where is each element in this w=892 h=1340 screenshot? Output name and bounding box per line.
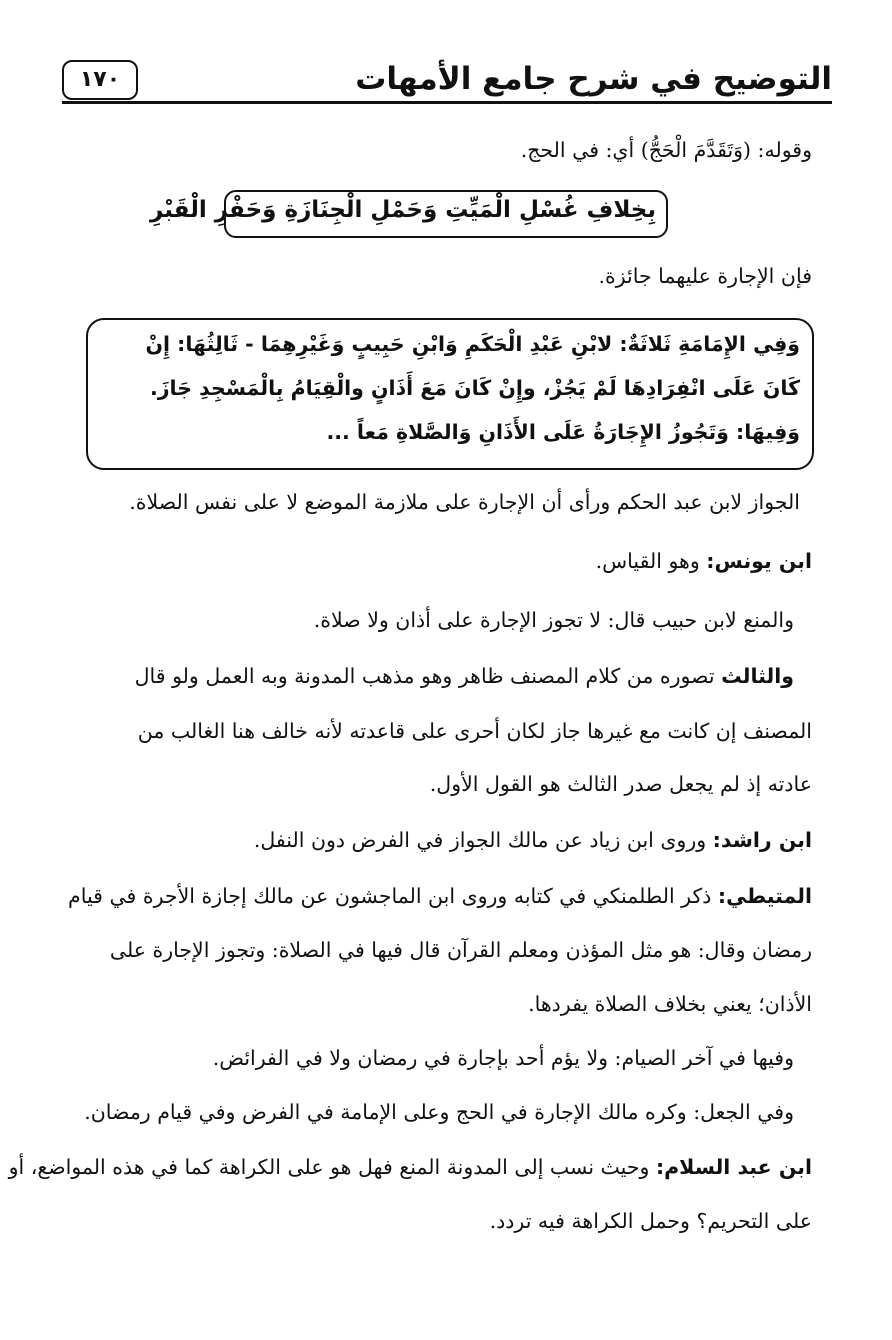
matn-line: كَانَ عَلَى انْفِرَادِهَا لَمْ يَجُزْ، وإِنْ كَانَ مَعَ أَذَانٍ والْقِيَامُ بِالْمَسْجِدِ جَازَ.	[149, 376, 800, 400]
paragraph-line: المصنف إن كانت مع غيرها جاز لكان أحرى على قاعدته لأنه خالف هنا الغالب من	[137, 719, 812, 743]
matn-line: وَفِي الإِمَامَةِ ثَلاثَةٌ: لابْنِ عَبْدِ الْحَكَمِ وَابْنِ حَبِيبٍ وَغَيْرِهِمَا - ثَالِثُهَا: إِنْ	[145, 332, 800, 356]
paragraph-line: المتيطي: ذكر الطلمنكي في كتابه وروى ابن الماجشون عن مالك إجازة الأجرة في قيام	[68, 884, 812, 908]
paragraph-line: الأذان؛ يعني بخلاف الصلاة يفردها.	[528, 992, 812, 1016]
paragraph-line: على التحريم؟ وحمل الكراهة فيه تردد.	[489, 1209, 812, 1233]
paragraph-line: ابن راشد: وروى ابن زياد عن مالك الجواز في الفرض دون النفل.	[253, 828, 812, 852]
intro-line: وقوله: (وَتَقَدَّمَ الْحَجُّ) أي: في الحج.	[520, 138, 812, 162]
paragraph-line: رمضان وقال: هو مثل المؤذن ومعلم القرآن قال فيها في الصلاة: وتجوز الإجارة على	[109, 938, 812, 962]
framed-matn	[86, 318, 814, 470]
paragraph-line: والثالث تصوره من كلام المصنف ظاهر وهو مذهب المدونة وبه العمل ولو قال	[134, 664, 794, 688]
speaker-label: ابن عبد السلام:	[655, 1155, 812, 1179]
speaker-label: ابن يونس:	[706, 549, 812, 573]
page-number: ١٧٠	[62, 60, 138, 100]
paragraph-line: والمنع لابن حبيب قال: لا تجوز الإجارة على أذان ولا صلاة.	[313, 608, 794, 632]
speaker-label: ابن راشد:	[712, 828, 812, 852]
header-rule	[62, 101, 832, 104]
paragraph-line: عادته إذ لم يجعل صدر الثالث هو القول الأول.	[429, 772, 812, 796]
speaker-label: المتيطي:	[717, 884, 812, 908]
paragraph-line: وفيها في آخر الصيام: ولا يؤم أحد بإجارة في رمضان ولا في الفرائض.	[212, 1046, 794, 1070]
paragraph-line: الجواز لابن عبد الحكم ورأى أن الإجارة على ملازمة الموضع لا على نفس الصلاة.	[129, 490, 800, 514]
framed-heading-text: بِخِلافِ غُسْلِ الْمَيِّتِ وَحَمْلِ الْجِنَازَةِ وَحَفْرِ الْقَبْرِ	[149, 197, 656, 223]
after-heading-line: فإن الإجارة عليهما جائزة.	[598, 264, 812, 288]
matn-line: وَفِيهَا: وَتَجُوزُ الإِجَارَةُ عَلَى الأَذَانِ وَالصَّلاةِ مَعاً ...	[326, 420, 800, 444]
paragraph-line: ابن عبد السلام: وحيث نسب إلى المدونة المنع فهل هو على الكراهة كما في هذه المواضع، أو	[8, 1155, 812, 1179]
speaker-label: والثالث	[721, 664, 794, 688]
framed-heading	[149, 190, 668, 238]
paragraph-line: ابن يونس: وهو القياس.	[595, 549, 812, 573]
book-title: التوضيح في شرح جامع الأمهات	[355, 61, 832, 97]
paragraph-line: وفي الجعل: وكره مالك الإجارة في الحج وعلى الإمامة في الفرض وفي قيام رمضان.	[84, 1100, 794, 1124]
page-header	[62, 56, 832, 104]
